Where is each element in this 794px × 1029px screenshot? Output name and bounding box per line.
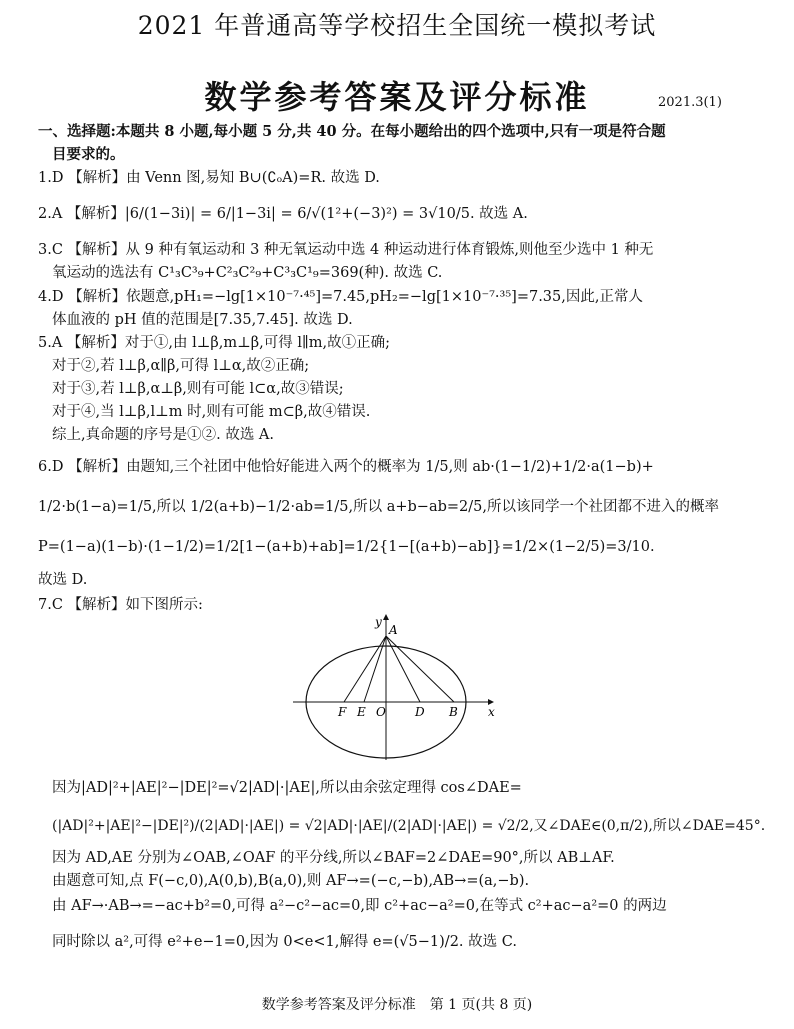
page-footer: 数学参考答案及评分标准 第 1 页(共 8 页) <box>261 997 533 1013</box>
answer-q5-line5: 综上,真命题的序号是①②. 故选 A. <box>52 427 275 443</box>
label-A: A <box>389 623 398 637</box>
answer-q5-line4: 对于④,当 l⊥β,l⊥m 时,则有可能 m⊂β,故④错误. <box>52 404 371 420</box>
section1-heading-line2: 目要求的。 <box>52 146 125 163</box>
answer-q7-line7: 同时除以 a²,可得 e²+e−1=0,因为 0<e<1,解得 e=(√5−1)/2. 故选 C. <box>52 934 517 950</box>
document-date: 2021.3(1) <box>658 95 722 110</box>
segment-AB <box>386 636 454 702</box>
answer-q1: 1.D 【解析】由 Venn 图,易知 B∪(∁ₒA)=R. 故选 D. <box>38 170 380 186</box>
answer-q4-line1: 4.D 【解析】依题意,pH₁=−lg[1×10⁻⁷·⁴⁵]=7.45,pH₂=−lg[1×10⁻⁷·³⁵]=7.35,因此,正常人 <box>38 289 643 305</box>
answer-q6-line4: 故选 D. <box>38 572 88 588</box>
answer-q7-line4: 因为 AD,AE 分别为∠OAB,∠OAF 的平分线,所以∠BAF=2∠DAE=90°,所以 AB⊥AF. <box>52 850 615 866</box>
answer-q7-line6: 由 AF→·AB→=−ac+b²=0,可得 a²−c²−ac=0,即 c²+ac−a²=0,在等式 c²+ac−a²=0 的两边 <box>52 898 667 914</box>
answer-q5-line3: 对于③,若 l⊥β,α⊥β,则有可能 l⊂α,故③错误; <box>52 381 344 397</box>
label-E: E <box>357 705 366 719</box>
label-O: O <box>376 705 386 719</box>
ellipse-figure <box>288 612 498 762</box>
answer-q5-line1: 5.A 【解析】对于①,由 l⊥β,m⊥β,可得 l∥m,故①正确; <box>38 335 390 351</box>
label-y: y <box>375 615 382 629</box>
answer-q7-line3: (|AD|²+|AE|²−|DE|²)/(2|AD|·|AE|) = √2|AD|·|AE|/(2|AD|·|AE|) = √2/2,又∠DAE∈(0,π/2),所以∠DAE=45°. <box>52 818 766 834</box>
y-axis-arrow <box>383 614 389 620</box>
answer-q4-line2: 体血液的 pH 值的范围是[7.35,7.45]. 故选 D. <box>52 312 353 328</box>
exam-title: 2021 年普通高等学校招生全国统一模拟考试 <box>137 11 657 40</box>
answer-q7-line5: 由题意可知,点 F(−c,0),A(0,b),B(a,0),则 AF→=(−c,−b),AB→=(a,−b). <box>52 873 530 889</box>
answer-q6-line3: P=(1−a)(1−b)·(1−1/2)=1/2[1−(a+b)+ab]=1/2{1−[(a+b)−ab]}=1/2×(1−2/5)=3/10. <box>38 539 655 555</box>
answer-q7-line2: 因为|AD|²+|AE|²−|DE|²=√2|AD|·|AE|,所以由余弦定理得 cos∠DAE= <box>52 780 522 796</box>
answer-q6-line2: 1/2·b(1−a)=1/5,所以 1/2(a+b)−1/2·ab=1/5,所以 a+b−ab=2/5,所以该同学一个社团都不进入的概率 <box>38 499 719 515</box>
answer-q7-line1: 7.C 【解析】如下图所示: <box>38 597 203 613</box>
document-title: 数学参考答案及评分标准 <box>204 78 590 116</box>
label-x: x <box>488 705 495 719</box>
segment-AD <box>386 636 420 702</box>
label-D: D <box>415 705 425 719</box>
answer-q3-line2: 氧运动的选法有 C¹₃C³₉+C²₃C²₉+C³₃C¹₉=369(种). 故选 C. <box>52 265 443 281</box>
label-F: F <box>338 705 347 719</box>
section1-heading-line1: 一、选择题:本题共 8 小题,每小题 5 分,共 40 分。在每小题给出的四个选项中,只有一项是符合题 <box>38 123 666 140</box>
answer-q3-line1: 3.C 【解析】从 9 种有氧运动和 3 种无氧运动中选 4 种运动进行体育锻炼,则他至少选中 1 种无 <box>38 242 654 258</box>
label-B: B <box>449 705 458 719</box>
answer-q6-line1: 6.D 【解析】由题知,三个社团中他恰好能进入两个的概率为 1/5,则 ab·(1−1/2)+1/2·a(1−b)+ <box>38 459 654 475</box>
answer-q5-line2: 对于②,若 l⊥β,α∥β,可得 l⊥α,故②正确; <box>52 358 310 374</box>
segment-AF <box>344 636 386 702</box>
answer-q2: 2.A 【解析】|6/(1−3i)| = 6/|1−3i| = 6/√(1²+(−3)²) = 3√10/5. 故选 A. <box>38 206 528 222</box>
